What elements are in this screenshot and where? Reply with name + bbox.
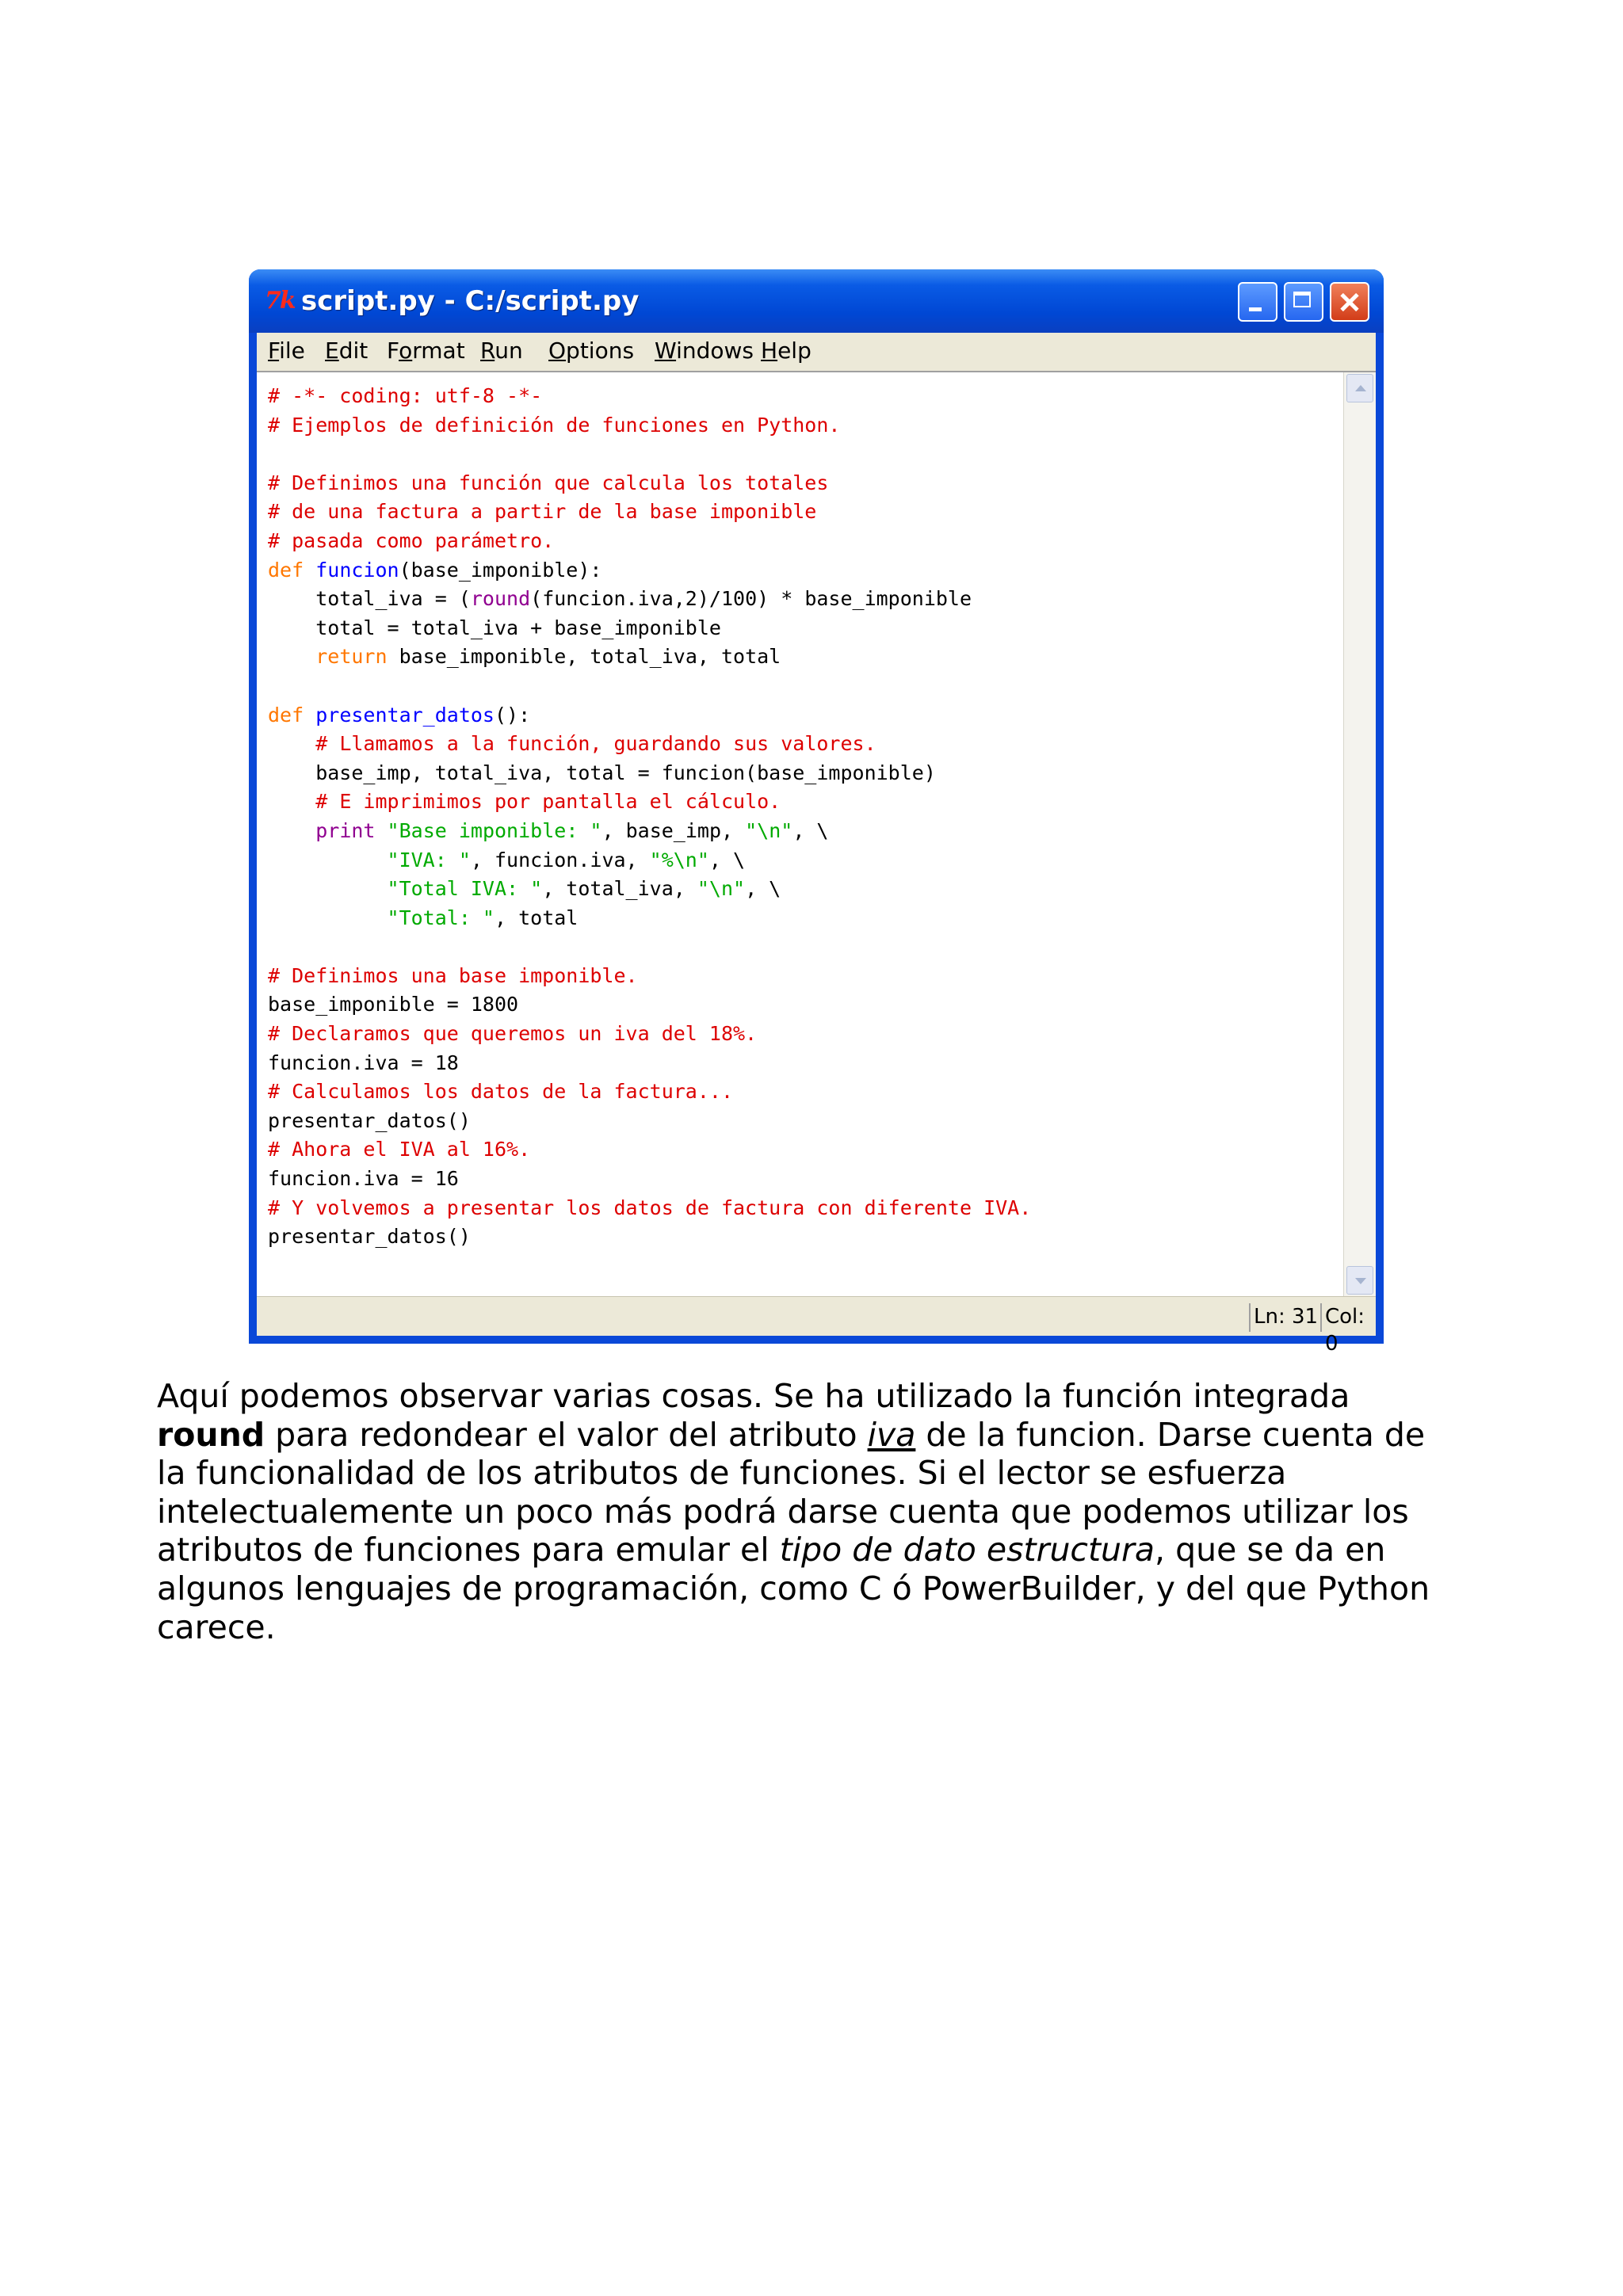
- close-icon: [1331, 284, 1368, 320]
- scroll-down-button[interactable]: [1346, 1266, 1373, 1295]
- menu-options[interactable]: [548, 338, 634, 364]
- code-line: base_imponible = 1800: [268, 993, 519, 1016]
- paragraph-line: [157, 1531, 1472, 1569]
- paragraph-text: atributos de funciones para emular el: [157, 1531, 780, 1569]
- paragraph-line: Aquí podemos observar varias cosas. Se ha utilizado la función integrada: [157, 1377, 1350, 1415]
- code-line: # de una factura a partir de la base imponible: [268, 500, 817, 524]
- menu-file-mnemonic: F: [268, 338, 280, 364]
- menu-run-rest: un: [495, 338, 523, 364]
- idle-app-icon: 7k: [265, 287, 295, 315]
- code-line: total = total_iva + base_imponible: [268, 616, 721, 639]
- code-line: print "Base imponible: ", base_imp, "\n", \: [315, 818, 829, 842]
- paragraph-text: para redondear el valor del atributo: [265, 1415, 868, 1454]
- code-line: [268, 672, 1031, 701]
- code-line: total_iva = (round(funcion.iva,2)/100) * base_imponible: [268, 587, 972, 611]
- idle-editor-window: [249, 269, 1384, 1356]
- status-bar: [257, 1296, 1376, 1356]
- code-line: funcion.iva = 18: [268, 1051, 459, 1074]
- menu-run[interactable]: [480, 338, 523, 364]
- paragraph-line: la funcionalidad de los atributos de funciones. Si el lector se esfuerza: [157, 1454, 1287, 1493]
- code-line: "IVA: ", funcion.iva, "%\n", \: [387, 848, 746, 871]
- title-bar[interactable]: [249, 269, 1384, 333]
- menu-windows[interactable]: [655, 338, 754, 364]
- code-line: # Definimos una base imponible.: [268, 963, 638, 987]
- menu-format-mnemonic: o: [399, 338, 413, 364]
- menu-file[interactable]: [268, 338, 305, 364]
- paragraph-line: algunos lenguajes de programación, como C ó PowerBuilder, y del que Python: [157, 1569, 1430, 1608]
- code-line: # Y volvemos a presentar los datos de factura con diferente IVA.: [268, 1196, 1032, 1219]
- menu-format-rest: rmat: [412, 338, 465, 364]
- scroll-up-button[interactable]: [1346, 374, 1373, 402]
- window-title: script.py - C:/script.py: [301, 285, 640, 317]
- menu-format-pre: F: [387, 338, 399, 364]
- menu-help-rest: elp: [777, 338, 812, 364]
- minimize-button[interactable]: [1238, 282, 1277, 322]
- code-line: "Total IVA: ", total_iva, "\n", \: [387, 877, 781, 901]
- menu-file-rest: ile: [279, 338, 305, 364]
- paragraph-text: de la funcion. Darse cuenta de: [915, 1415, 1426, 1454]
- code-line: # pasada como parámetro.: [268, 528, 555, 552]
- body-paragraph: [157, 1377, 1472, 1646]
- code-line: presentar_datos(): [268, 1225, 471, 1249]
- keyword-round: round: [157, 1415, 265, 1454]
- menu-windows-mnemonic: W: [655, 338, 677, 364]
- menu-options-rest: ptions: [566, 338, 635, 364]
- code-line: base_imp, total_iva, total = funcion(base_imponible): [268, 761, 936, 784]
- maximize-button[interactable]: [1284, 282, 1323, 322]
- menu-help[interactable]: [761, 338, 812, 364]
- code-line: def funcion(base_imponible):: [268, 558, 602, 582]
- menu-edit-mnemonic: E: [325, 338, 339, 364]
- code-line: funcion.iva = 16: [268, 1167, 459, 1191]
- code-line: # Ejemplos de definición de funciones en Python.: [268, 413, 841, 437]
- menu-help-mnemonic: H: [761, 338, 778, 364]
- code-line: # Calculamos los datos de la factura...: [268, 1080, 733, 1104]
- minimize-icon: [1239, 284, 1276, 320]
- code-line: presentar_datos(): [268, 1108, 471, 1132]
- paragraph-text: , que se da en: [1155, 1531, 1386, 1569]
- maximize-icon: [1285, 284, 1322, 320]
- vertical-scrollbar[interactable]: [1343, 372, 1376, 1296]
- code-line: return base_imponible, total_iva, total: [315, 645, 781, 669]
- menu-windows-rest: indows: [676, 338, 754, 364]
- code-line: # Declaramos que queremos un iva del 18%.: [268, 1022, 758, 1046]
- menu-format[interactable]: [387, 338, 465, 364]
- status-column: Col: 0: [1320, 1303, 1376, 1332]
- code-line: [268, 440, 1031, 469]
- menu-edit[interactable]: [325, 338, 368, 364]
- status-line: Ln: 31: [1249, 1303, 1318, 1332]
- code-line: def presentar_datos():: [268, 703, 531, 727]
- menu-run-mnemonic: R: [480, 338, 495, 364]
- code-line: # E imprimimos por pantalla el cálculo.: [315, 790, 781, 814]
- close-button[interactable]: [1330, 282, 1369, 322]
- code-line: # Definimos una función que calcula los totales: [268, 471, 829, 494]
- paragraph-line: intelectualemente un poco más podrá darse cuenta que podemos utilizar los: [157, 1492, 1409, 1531]
- menu-edit-rest: dit: [338, 338, 369, 364]
- code-line: # Ahora el IVA al 16%.: [268, 1138, 531, 1161]
- code-area[interactable]: [268, 382, 1031, 1252]
- paragraph-line: carece.: [157, 1608, 276, 1646]
- menu-options-mnemonic: O: [548, 338, 567, 364]
- menu-bar: [257, 333, 1376, 371]
- code-line: # -*- coding: utf-8 -*-: [268, 384, 543, 407]
- code-line: [268, 933, 1031, 962]
- attribute-iva: iva: [867, 1415, 916, 1454]
- paragraph-line: [157, 1416, 1472, 1455]
- code-line: "Total: ", total: [387, 906, 579, 929]
- term-tipo-de-dato-estructura: tipo de dato estructura: [779, 1531, 1155, 1569]
- code-line: # Llamamos a la función, guardando sus valores.: [315, 732, 876, 756]
- code-editor[interactable]: [257, 371, 1376, 1296]
